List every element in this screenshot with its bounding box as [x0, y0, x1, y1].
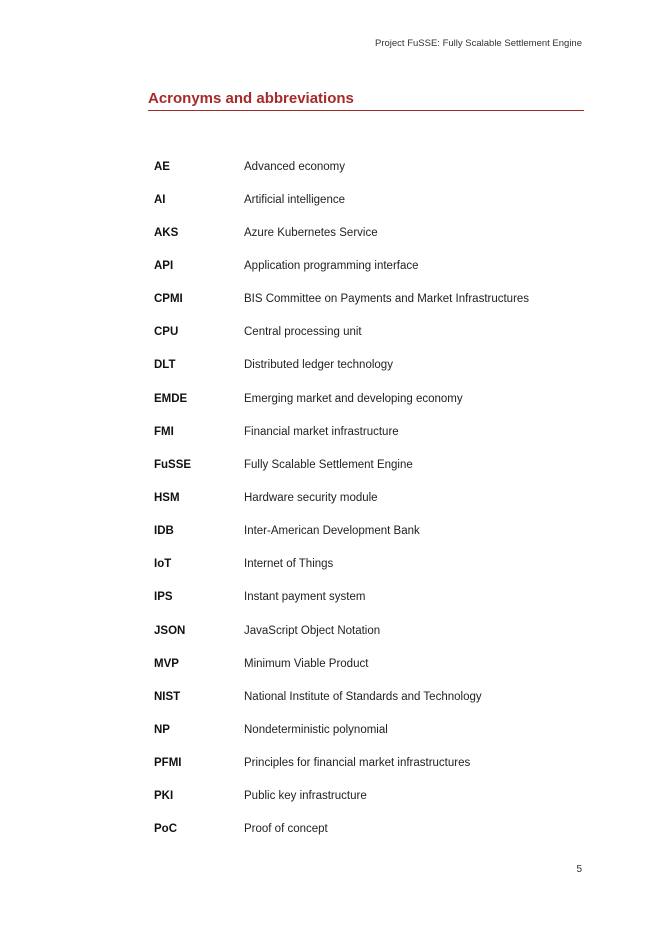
acronym-term: PKI — [154, 790, 174, 803]
acronym-row — [154, 515, 574, 548]
acronym-term: MVP — [154, 657, 179, 670]
acronym-definition: Hardware security module — [244, 491, 378, 504]
acronym-term: NP — [154, 723, 170, 736]
acronym-definition: Internet of Things — [244, 558, 334, 571]
acronym-row — [154, 581, 574, 614]
acronym-definition: Nondeterministic polynomial — [244, 723, 388, 736]
page-number: 5 — [576, 864, 582, 875]
acronym-term: IoT — [154, 558, 172, 571]
acronym-row — [154, 614, 574, 647]
acronym-term: DLT — [154, 359, 176, 372]
acronym-definition: Instant payment system — [244, 591, 366, 604]
acronym-row — [154, 548, 574, 581]
acronym-definition: Minimum Viable Product — [244, 657, 369, 670]
acronym-row — [154, 150, 574, 183]
acronym-term: HSM — [154, 491, 180, 504]
acronym-definition: Emerging market and developing economy — [244, 392, 463, 405]
acronym-term: AI — [154, 193, 166, 206]
acronym-row — [154, 283, 574, 316]
acronym-term: NIST — [154, 690, 181, 703]
acronym-row — [154, 813, 574, 846]
acronym-term: AKS — [154, 226, 179, 239]
acronym-row — [154, 216, 574, 249]
acronym-row — [154, 647, 574, 680]
acronym-definition: Distributed ledger technology — [244, 359, 393, 372]
acronym-row — [154, 415, 574, 448]
acronym-row — [154, 183, 574, 216]
acronym-definition: JavaScript Object Notation — [244, 624, 381, 637]
acronym-term: PoC — [154, 823, 177, 836]
acronym-row — [154, 316, 574, 349]
acronym-row — [154, 713, 574, 746]
acronym-term: API — [154, 259, 174, 272]
acronym-list — [154, 150, 574, 846]
acronym-row — [154, 780, 574, 813]
acronym-definition: Fully Scalable Settlement Engine — [244, 458, 413, 471]
acronym-term: FMI — [154, 425, 174, 438]
acronym-definition: National Institute of Standards and Technology — [244, 690, 482, 703]
acronym-row — [154, 249, 574, 282]
acronym-term: IDB — [154, 525, 174, 538]
acronym-term: CPU — [154, 326, 179, 339]
acronym-row — [154, 448, 574, 481]
acronym-term: EMDE — [154, 392, 188, 405]
acronym-definition: Principles for financial market infrastructures — [244, 757, 471, 770]
acronym-definition: Public key infrastructure — [244, 790, 367, 803]
acronym-definition: Financial market infrastructure — [244, 425, 399, 438]
acronym-definition: Azure Kubernetes Service — [244, 226, 378, 239]
acronym-definition: Proof of concept — [244, 823, 328, 836]
acronym-row — [154, 382, 574, 415]
acronym-definition: BIS Committee on Payments and Market Infrastructures — [244, 293, 530, 306]
acronym-definition: Central processing unit — [244, 326, 362, 339]
acronym-row — [154, 349, 574, 382]
acronym-term: CPMI — [154, 293, 183, 306]
acronym-term: AE — [154, 160, 170, 173]
section-title: Acronyms and abbreviations — [148, 90, 584, 111]
acronym-term: PFMI — [154, 757, 182, 770]
acronym-definition: Advanced economy — [244, 160, 346, 173]
acronym-row — [154, 680, 574, 713]
running-header: Project FuSSE: Fully Scalable Settlement Engine — [375, 38, 582, 49]
acronym-row — [154, 747, 574, 780]
acronym-definition: Application programming interface — [244, 259, 419, 272]
acronym-term: FuSSE — [154, 458, 192, 471]
acronym-definition: Inter-American Development Bank — [244, 525, 420, 538]
acronym-term: IPS — [154, 591, 173, 604]
acronym-term: JSON — [154, 624, 186, 637]
acronym-row — [154, 481, 574, 514]
acronym-definition: Artificial intelligence — [244, 193, 345, 206]
